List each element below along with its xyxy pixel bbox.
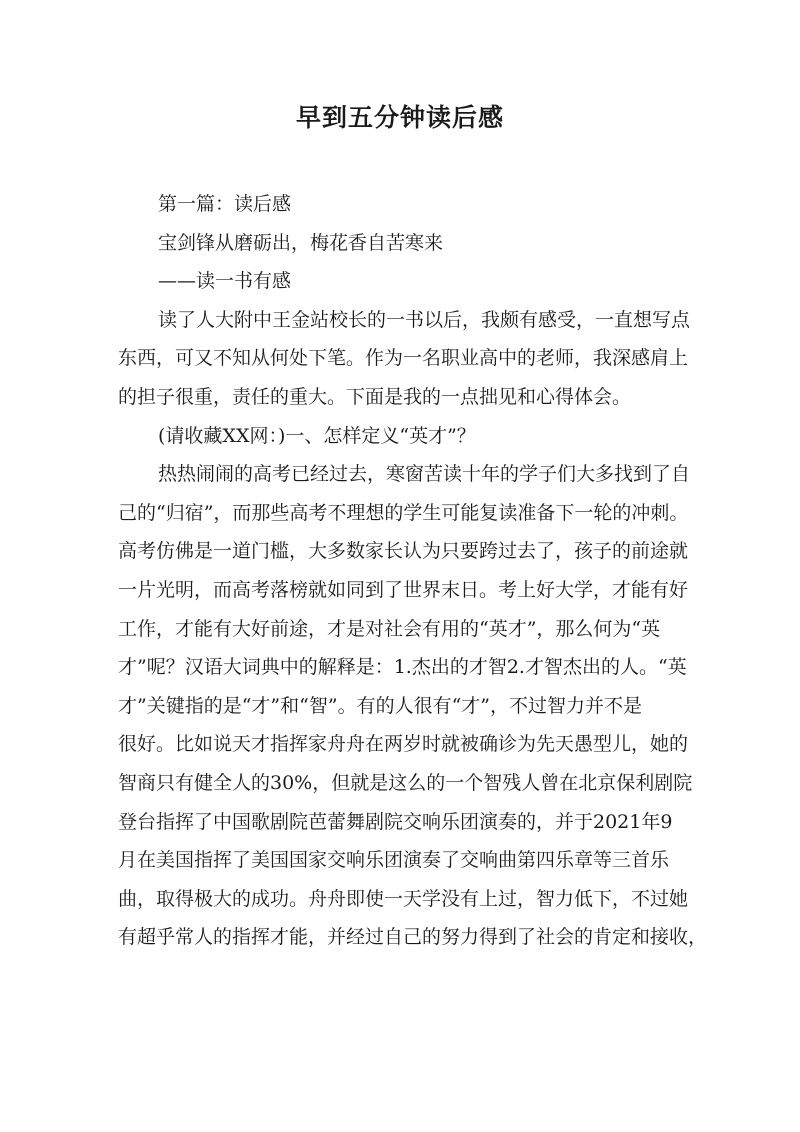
paragraph-line: 工作，才能有大好前途，才是对社会有用的“英才”，那么何为“英 [118, 617, 661, 640]
paragraph-line: 己的“归宿”，而那些高考不理想的学生可能复读准备下一轮的冲刺。 [118, 501, 689, 524]
document-body [118, 185, 708, 957]
paragraph-line: 有超乎常人的指挥才能，并经过自己的努力得到了社会的肯定和接收， [118, 926, 708, 949]
paragraph-line: 曲，取得极大的成功。舟舟即使一天学没有上过，智力低下，不过她 [118, 887, 689, 910]
paragraph-line: 高考仿佛是一道门槛，大多数家长认为只要跨过去了，孩子的前途就 [118, 540, 689, 563]
paragraph-line: 很好。比如说天才指挥家舟舟在两岁时就被确诊为先天愚型儿，她的 [118, 733, 689, 756]
paragraph-line: 智商只有健全人的30%，但就是这么的一个智残人曾在北京保利剧院 [118, 771, 693, 794]
paragraph-line: 东西，可又不知从何处下笔。作为一名职业高中的老师，我深感肩上 [118, 347, 689, 370]
paragraph-line: 才”关键指的是“才”和“智”。有的人很有“才”，不过智力并不是 [118, 694, 642, 717]
paragraph-line: 才”呢？汉语大词典中的解释是：1.杰出的才智2.才智杰出的人。“英 [118, 656, 687, 679]
paragraph-line: 的担子很重，责任的重大。下面是我的一点拙见和心得体会。 [118, 385, 632, 408]
paragraph-line: 热热闹闹的高考已经过去，寒窗苦读十年的学子们大多找到了自 [158, 463, 691, 486]
document-title: 早到五分钟读后感 [295, 103, 504, 132]
paragraph-line: 一片光明，而高考落榜就如同到了世界末日。考上好大学，才能有好 [118, 578, 689, 601]
section-heading: 第一篇：读后感 [158, 193, 292, 215]
paragraph-line: 登台指挥了中国歌剧院芭蕾舞剧院交响乐团演奏的，并于2021年9 [118, 810, 673, 833]
paragraph-line: 读了人大附中王金站校长的一书以后，我颇有感受，一直想写点 [158, 308, 691, 331]
section-question: (请收藏XX网：)一、怎样定义“英才”？ [158, 424, 476, 447]
paragraph-line: 月在美国指挥了美国国家交响乐团演奏了交响曲第四乐章等三首乐 [118, 849, 670, 872]
subtitle-byline: ——读一书有感 [158, 270, 292, 293]
subtitle-line: 宝剑锋从磨砺出，梅花香自苦寒来 [158, 231, 444, 254]
